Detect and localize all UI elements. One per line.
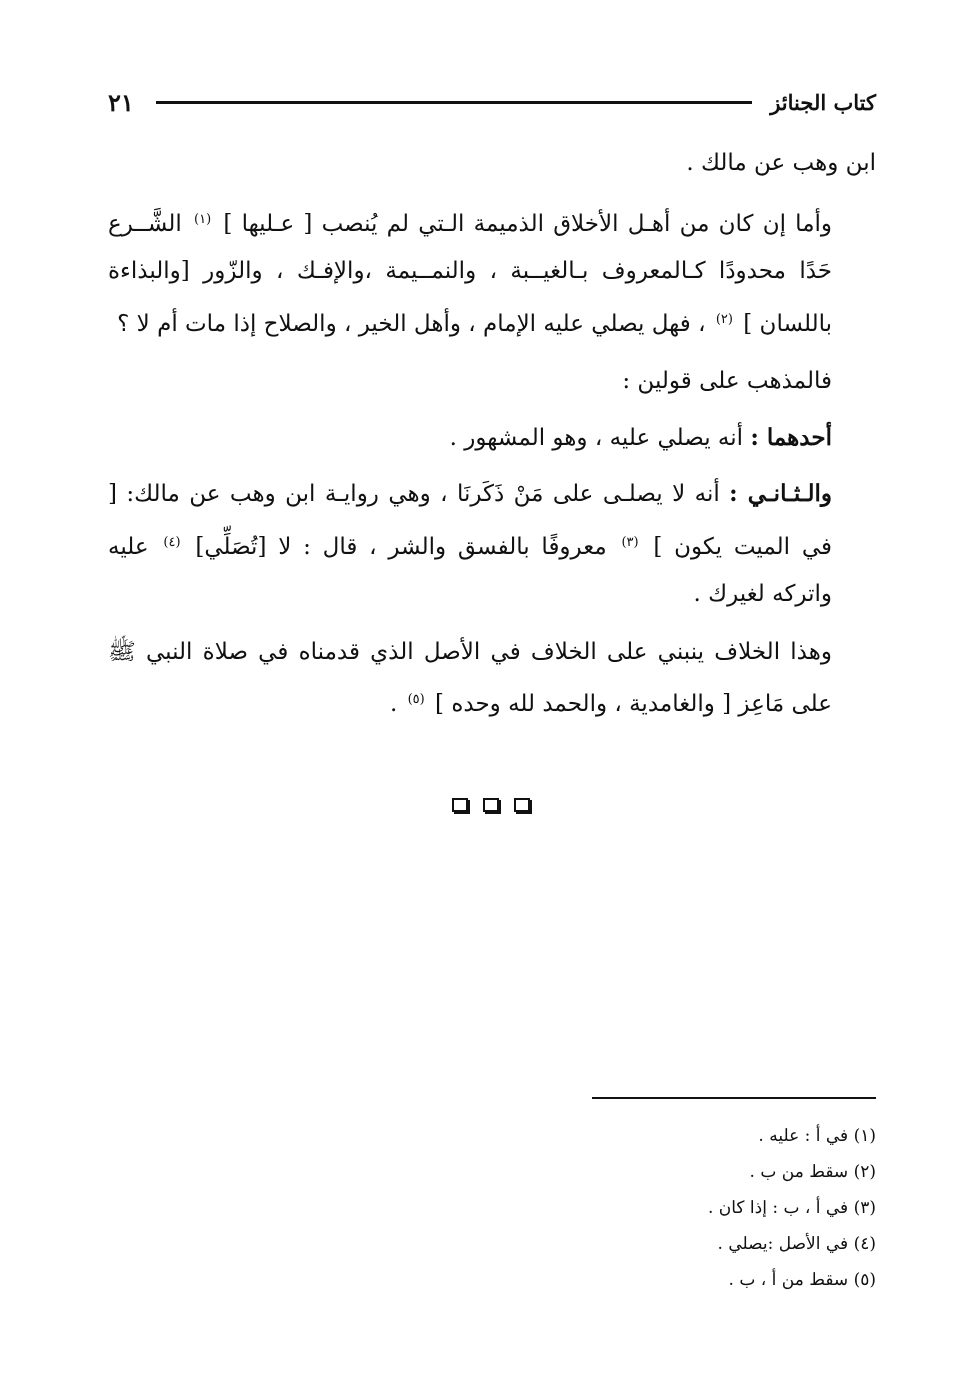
footnote-ref-1: (١) (194, 211, 212, 227)
footnote-rule (592, 1097, 876, 1099)
paragraph-4 (108, 414, 876, 463)
main-text (108, 140, 876, 739)
running-title: كتاب الجنائز (770, 89, 876, 115)
separator-box-icon (514, 798, 530, 812)
footnote-4: (٤) في الأصل :يصلي . (717, 1234, 876, 1254)
page-number: ٢١ (108, 87, 134, 117)
footnote-ref-2: (٢) (715, 311, 733, 327)
paragraph-3-text: فالمذهب على قولين : (622, 368, 832, 394)
paragraph-6 (108, 629, 876, 729)
paragraph-1-text: ابن وهب عن مالك . (686, 150, 876, 176)
separator-box-icon (483, 798, 499, 812)
paragraph-3 (108, 358, 876, 406)
paragraph-5-text-c: عليه واتركه لغيرك . (108, 533, 832, 607)
paragraph-5-text-b: معروفًا بالفسق والشر ، قال : لا [تُصَلِّي] (195, 533, 607, 560)
paragraph-6-text-b: . (389, 691, 398, 717)
paragraph-5-text-a: أنه لا يصلـى على مَنْ ذَكَرنَا ، وهي روايـة ابن وهب عن مالك: [ في الميت يكون ] (108, 481, 833, 560)
footnote-3: (٣) في أ ، ب : إذا كان . (707, 1198, 876, 1218)
footnote-ref-5: (٥) (407, 692, 425, 707)
paragraph-4-label: أحدهما : (750, 423, 832, 451)
paragraph-4-text: أنه يصلي عليه ، وهو المشهور . (449, 424, 744, 451)
paragraph-2-text-c: ، فهل يصلي عليه الإمام ، وأهل الخير ، والصلاح إذا مات أم لا ؟ (117, 310, 706, 337)
footnote-5: (٥) سقط من أ ، ب . (728, 1270, 876, 1290)
paragraph-5-label: والـثـانـي : (729, 480, 833, 507)
header-rule (156, 101, 752, 104)
paragraph-6-text-a: وهذا الخلاف ينبني على الخلاف في الأصل الذي قدمناه في صلاة النبي ﷺ على مَاعِز [ والغامدية ، والحمد لله وحده ] (108, 638, 832, 717)
running-header (108, 82, 876, 122)
paragraph-1 (108, 140, 876, 188)
paragraph-2-text-a: وأما إن كان من أهـل الأخلاق الذميمة الـتي لم يُنصب [ عـليها ] (223, 210, 833, 237)
section-separator (452, 792, 530, 818)
footnote-2: (٢) سقط من ب . (749, 1162, 876, 1182)
footnotes (380, 1118, 876, 1298)
footnote-ref-3: (٣) (621, 534, 639, 550)
paragraph-2-text-b: الشَّــرع حَدًا محدودًا كـالمعروف بـالغيــبة ، والنمــيمة ،والإفـك ، والزّور [والبذاءة باللسان ] (108, 210, 832, 337)
footnote-1: (١) في أ : عليه . (758, 1126, 876, 1146)
paragraph-2 (108, 196, 876, 349)
paragraph-5 (108, 470, 876, 619)
footnote-ref-4: (٤) (163, 534, 181, 550)
separator-box-icon (452, 798, 468, 812)
